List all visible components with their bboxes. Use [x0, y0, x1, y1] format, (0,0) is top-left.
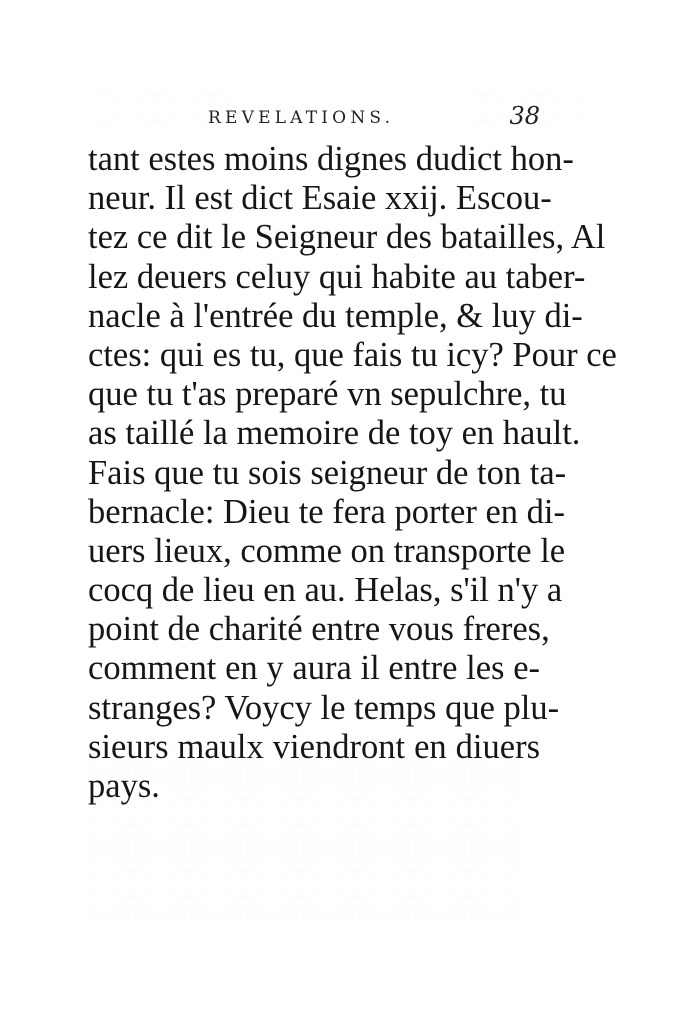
text-line: stranges? Voycy le temps que plu-: [88, 688, 560, 727]
running-title: REVELATIONS.: [208, 108, 395, 128]
text-line: comment en y aura il entre les e-: [88, 649, 540, 688]
page-number: 38: [509, 102, 540, 130]
text-line-last: pays.: [88, 767, 160, 805]
text-line: ctes: qui es tu, que fais tu icy? Pour ce: [88, 335, 617, 374]
text-line: lez deuers celuy qui habite au taber-: [88, 257, 586, 296]
text-line: as taillé la memoire de toy en hault.: [88, 414, 581, 453]
text-line: sieurs maulx viendront en diuers: [88, 727, 540, 766]
text-line: cocq de lieu en au. Helas, s'il n'y a: [88, 571, 563, 610]
text-line: tant estes moins dignes dudict hon-: [88, 140, 574, 178]
text-line: nacle à l'entrée du temple, & luy di-: [88, 296, 583, 335]
text-line: neur. Il est dict Esaie xxij. Escou-: [88, 179, 552, 218]
text-line: Fais que tu sois seigneur de ton ta-: [88, 453, 567, 492]
text-line: point de charité entre vous freres,: [88, 610, 550, 649]
text-line: uers lieux, comme on transporte le: [88, 531, 566, 570]
text-line: bernacle: Dieu te fera porter en di-: [88, 492, 565, 531]
text-line: que tu t'as preparé vn sepulchre, tu: [88, 375, 567, 414]
text-line: tez ce dit le Seigneur des batailles, Al: [88, 218, 606, 257]
body-text: [88, 140, 617, 806]
running-head: [90, 102, 540, 138]
